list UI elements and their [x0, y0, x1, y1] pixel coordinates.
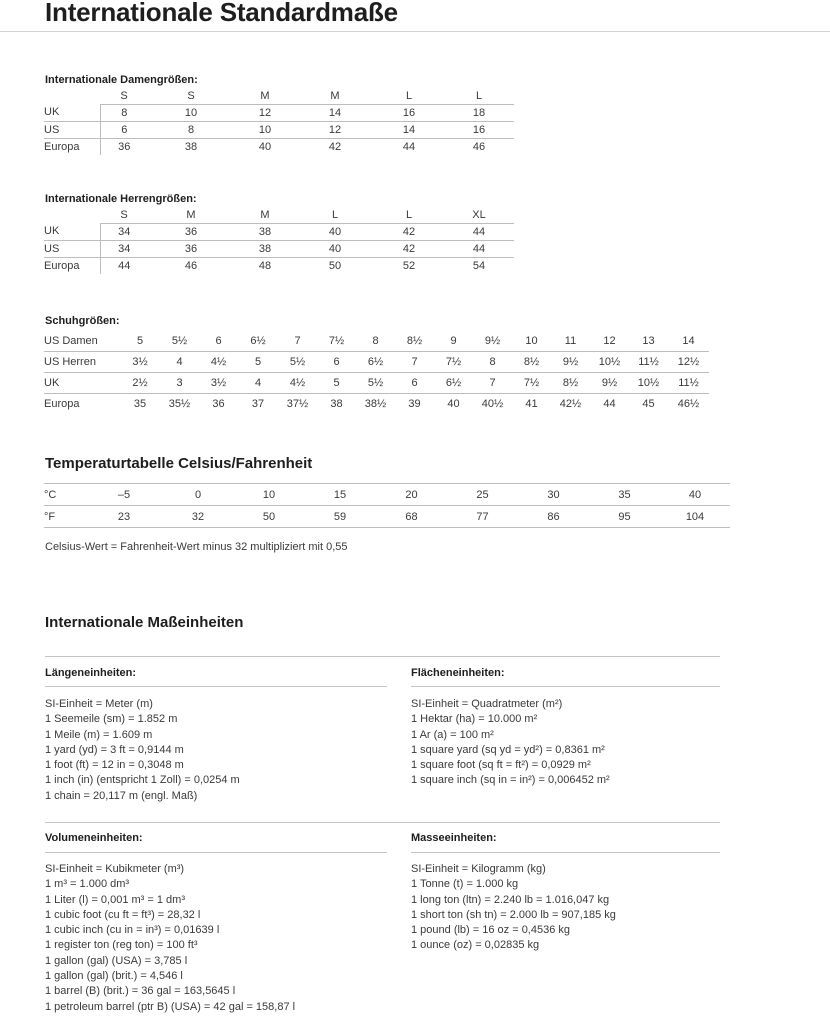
mass-units-heading: Masseeinheiten: [411, 832, 497, 844]
table-cell: 10 [148, 105, 234, 122]
table-row [44, 484, 730, 506]
table-cell: 54 [444, 258, 514, 275]
list-item: 1 square foot (sq ft = ft²) = 0,0929 m² [411, 759, 591, 772]
table-cell: 32 [162, 506, 234, 528]
table-cell: 7 [395, 352, 434, 373]
table-header-row [44, 207, 514, 224]
table-cell: 95 [589, 506, 660, 528]
length-divider [45, 686, 387, 687]
list-item: 1 square yard (sq yd = yd²) = 0,8361 m² [411, 743, 605, 756]
size-cell: L [405, 208, 413, 221]
page-title: Internationale Standardmaße [45, 0, 398, 27]
table-cell: 9½ [590, 373, 629, 394]
table-cell: 6½ [250, 334, 266, 347]
table-cell: 10½ [590, 352, 629, 373]
table-row [44, 139, 514, 156]
list-item: 1 cubic foot (cu ft = ft³) = 28,32 l [45, 908, 201, 921]
table-cell: 59 [304, 506, 376, 528]
size-cell: L [405, 89, 413, 102]
table-cell: 6 [395, 373, 434, 394]
table-cell: 20 [376, 484, 447, 506]
table-row [44, 122, 514, 139]
shoe-sizes-heading: Schuhgrößen: [45, 315, 120, 327]
table-cell: 7½ [434, 352, 473, 373]
table-cell: 8 [100, 105, 148, 122]
table-cell: 2½ [120, 373, 160, 394]
temperature-heading: Temperaturtabelle Celsius/Fahrenheit [45, 455, 313, 472]
table-cell: 35 [589, 484, 660, 506]
list-item: SI-Einheit = Meter (m) [45, 698, 153, 710]
table-cell: 16 [444, 122, 514, 139]
table-cell: 77 [447, 506, 518, 528]
length-units-heading: Längeneinheiten: [45, 667, 137, 679]
row-label: °C [44, 484, 86, 506]
table-cell: 0 [162, 484, 234, 506]
table-cell: 35 [120, 394, 160, 415]
table-cell: 3 [160, 373, 199, 394]
shoe-sizes-table [44, 331, 709, 414]
table-cell: 3½ [199, 373, 238, 394]
table-row [44, 373, 709, 394]
table-cell: 12½ [668, 352, 709, 373]
size-cell: M [330, 89, 340, 102]
table-cell: 5 [136, 334, 144, 347]
row-label: US Herren [44, 352, 120, 373]
table-cell: 44 [590, 394, 629, 415]
table-cell: 52 [374, 258, 444, 275]
length-units-list [45, 697, 240, 804]
table-cell: 12 [296, 122, 374, 139]
table-cell: 44 [100, 258, 148, 275]
list-item: 1 Hektar (ha) = 10.000 m² [411, 713, 538, 726]
table-cell: 8½ [512, 352, 551, 373]
table-cell: 46 [444, 139, 514, 156]
table-cell: 36 [148, 224, 234, 241]
table-row [44, 506, 730, 528]
row-label: UK [44, 373, 120, 394]
table-cell: 35½ [160, 394, 199, 415]
row-label: Europa [44, 139, 100, 156]
table-cell: 48 [234, 258, 296, 275]
size-cell: S [187, 89, 195, 102]
list-item: 1 gallon (gal) (USA) = 3,785 l [45, 954, 188, 967]
list-item: 1 Ar (a) = 100 m² [411, 728, 494, 741]
table-cell: 42½ [551, 394, 590, 415]
table-cell: 16 [374, 105, 444, 122]
table-cell: 34 [100, 224, 148, 241]
size-cell: M [260, 208, 270, 221]
row-label: Europa [44, 258, 100, 275]
list-item: 1 Liter (l) = 0,001 m³ = 1 dm³ [45, 893, 185, 906]
area-units-list [411, 697, 610, 789]
list-item: SI-Einheit = Kubikmeter (m³) [45, 863, 185, 875]
table-row [44, 224, 514, 241]
table-cell: 11½ [668, 373, 709, 394]
list-item: 1 m³ = 1.000 dm³ [45, 878, 130, 891]
mass-units-list [411, 862, 616, 954]
table-cell: 50 [296, 258, 374, 275]
table-cell: 36 [100, 139, 148, 156]
table-cell: 7 [473, 373, 512, 394]
table-cell: 44 [444, 241, 514, 258]
table-cell: 8 [372, 334, 379, 347]
table-cell: 8 [148, 122, 234, 139]
table-cell: 40 [296, 224, 374, 241]
table-cell: 7½ [328, 334, 345, 347]
mass-divider [411, 852, 720, 853]
table-cell: 7 [294, 334, 301, 347]
table-cell: 10 [234, 484, 304, 506]
women-sizes-heading: Internationale Damengrößen: [45, 74, 198, 86]
list-item: 1 chain = 20,117 m (engl. Maß) [45, 789, 198, 802]
list-item: SI-Einheit = Kilogramm (kg) [411, 863, 546, 875]
units-divider [45, 822, 720, 823]
table-cell: 14 [682, 334, 695, 347]
volume-units-list [45, 862, 295, 1015]
row-label: UK [44, 105, 100, 122]
row-label: US [44, 241, 100, 258]
row-label: °F [44, 506, 86, 528]
table-cell: 30 [518, 484, 589, 506]
men-sizes-table [44, 207, 514, 274]
list-item: 1 long ton (ltn) = 2.240 lb = 1.016,047 kg [411, 893, 610, 906]
area-units-heading: Flächeneinheiten: [411, 667, 505, 679]
units-heading: Internationale Maßeinheiten [45, 614, 244, 631]
size-cell: M [186, 208, 196, 221]
table-cell: 8½ [406, 334, 423, 347]
size-cell: S [120, 208, 128, 221]
table-cell: 40 [660, 484, 730, 506]
table-cell: 38 [234, 224, 296, 241]
table-cell: 7½ [512, 373, 551, 394]
table-row [44, 352, 709, 373]
table-cell: 86 [518, 506, 589, 528]
table-cell: 12 [603, 334, 616, 347]
table-cell: 40 [434, 394, 473, 415]
table-cell: 44 [444, 224, 514, 241]
table-cell: 5 [238, 352, 278, 373]
table-cell: 41 [512, 394, 551, 415]
table-header-row [44, 88, 514, 105]
row-label: US Damen [44, 334, 98, 347]
table-cell: 104 [660, 506, 730, 528]
list-item: 1 cubic inch (cu in = in³) = 0,01639 l [45, 924, 220, 937]
list-item: 1 inch (in) (entspricht 1 Zoll) = 0,0254 m [45, 774, 240, 787]
table-row [44, 394, 709, 415]
list-item: 1 Seemeile (sm) = 1.852 m [45, 713, 178, 726]
table-row [44, 105, 514, 122]
table-cell: 10 [234, 122, 296, 139]
table-cell: 40½ [473, 394, 512, 415]
list-item: 1 square inch (sq in = in²) = 0,006452 m² [411, 774, 610, 787]
size-cell: L [331, 208, 339, 221]
row-label: US [44, 122, 100, 139]
table-cell: 6 [215, 334, 222, 347]
size-cell: L [475, 89, 483, 102]
table-cell: 40 [234, 139, 296, 156]
women-sizes-table [44, 88, 514, 155]
table-cell: 11½ [629, 352, 668, 373]
table-cell: 46 [148, 258, 234, 275]
table-cell: 11 [564, 334, 577, 347]
table-cell: 6 [100, 122, 148, 139]
table-cell: 39 [395, 394, 434, 415]
table-cell: 14 [296, 105, 374, 122]
volume-units-heading: Volumeneinheiten: [45, 832, 143, 844]
table-cell: 5 [317, 373, 356, 394]
size-cell: XL [472, 208, 486, 221]
table-cell: 50 [234, 506, 304, 528]
table-cell: 6½ [434, 373, 473, 394]
list-item: SI-Einheit = Quadratmeter (m²) [411, 698, 563, 710]
table-cell: 8 [473, 352, 512, 373]
table-cell: 25 [447, 484, 518, 506]
table-cell: 37½ [278, 394, 317, 415]
table-cell: –5 [86, 484, 162, 506]
table-cell: 8½ [551, 373, 590, 394]
table-cell: 5½ [278, 352, 317, 373]
area-divider [411, 686, 720, 687]
table-cell: 5½ [171, 334, 188, 347]
list-item: 1 gallon (gal) (brit.) = 4,546 l [45, 970, 183, 983]
table-cell: 37 [238, 394, 278, 415]
list-item: 1 short ton (sh tn) = 2.000 lb = 907,185 kg [411, 908, 616, 921]
list-item: 1 register ton (reg ton) = 100 ft³ [45, 939, 198, 952]
table-cell: 38 [317, 394, 356, 415]
table-cell: 42 [374, 241, 444, 258]
table-cell: 42 [374, 224, 444, 241]
table-cell: 4½ [278, 373, 317, 394]
table-cell: 38 [148, 139, 234, 156]
table-cell: 40 [296, 241, 374, 258]
table-cell: 5½ [356, 373, 395, 394]
table-cell: 14 [374, 122, 444, 139]
table-cell: 36 [199, 394, 238, 415]
table-cell: 38 [234, 241, 296, 258]
table-cell: 6 [317, 352, 356, 373]
title-divider [0, 31, 830, 32]
size-cell: S [120, 89, 128, 102]
table-cell: 46½ [668, 394, 709, 415]
table-cell: 9½ [551, 352, 590, 373]
row-label: UK [44, 224, 100, 241]
table-cell: 9½ [484, 334, 501, 347]
size-cell: M [260, 89, 270, 102]
table-cell: 9 [450, 334, 457, 347]
list-item: 1 Meile (m) = 1.609 m [45, 728, 153, 741]
row-label: Europa [44, 394, 120, 415]
table-cell: 12 [234, 105, 296, 122]
table-cell: 4 [160, 352, 199, 373]
list-item: 1 petroleum barrel (ptr B) (USA) = 42 gal = 158,87 l [45, 1000, 296, 1013]
table-cell: 23 [86, 506, 162, 528]
table-cell: 42 [296, 139, 374, 156]
list-item: 1 ounce (oz) = 0,02835 kg [411, 939, 540, 952]
table-cell: 4 [238, 373, 278, 394]
list-item: 1 Tonne (t) = 1.000 kg [411, 878, 519, 891]
table-cell: 34 [100, 241, 148, 258]
volume-divider [45, 852, 387, 853]
table-cell: 45 [629, 394, 668, 415]
list-item: 1 foot (ft) = 12 in = 0,3048 m [45, 759, 184, 772]
table-cell: 10 [525, 334, 538, 347]
table-row [44, 258, 514, 275]
table-cell: 38½ [356, 394, 395, 415]
units-divider [45, 656, 720, 657]
table-cell: 10½ [629, 373, 668, 394]
table-cell: 3½ [120, 352, 160, 373]
list-item: 1 yard (yd) = 3 ft = 0,9144 m [45, 743, 184, 756]
table-cell: 13 [642, 334, 655, 347]
table-cell: 18 [444, 105, 514, 122]
men-sizes-heading: Internationale Herrengrößen: [45, 193, 197, 205]
table-cell: 36 [148, 241, 234, 258]
table-cell: 6½ [356, 352, 395, 373]
table-cell: 44 [374, 139, 444, 156]
table-cell: 4½ [199, 352, 238, 373]
temperature-table [44, 483, 730, 528]
table-cell: 68 [376, 506, 447, 528]
table-cell: 15 [304, 484, 376, 506]
list-item: 1 barrel (B) (brit.) = 36 gal = 163,5645 l [45, 985, 236, 998]
table-row [44, 241, 514, 258]
temperature-note: Celsius-Wert = Fahrenheit-Wert minus 32 multipliziert mit 0,55 [45, 541, 348, 553]
table-row [44, 331, 709, 352]
list-item: 1 pound (lb) = 16 oz = 0,4536 kg [411, 924, 571, 937]
